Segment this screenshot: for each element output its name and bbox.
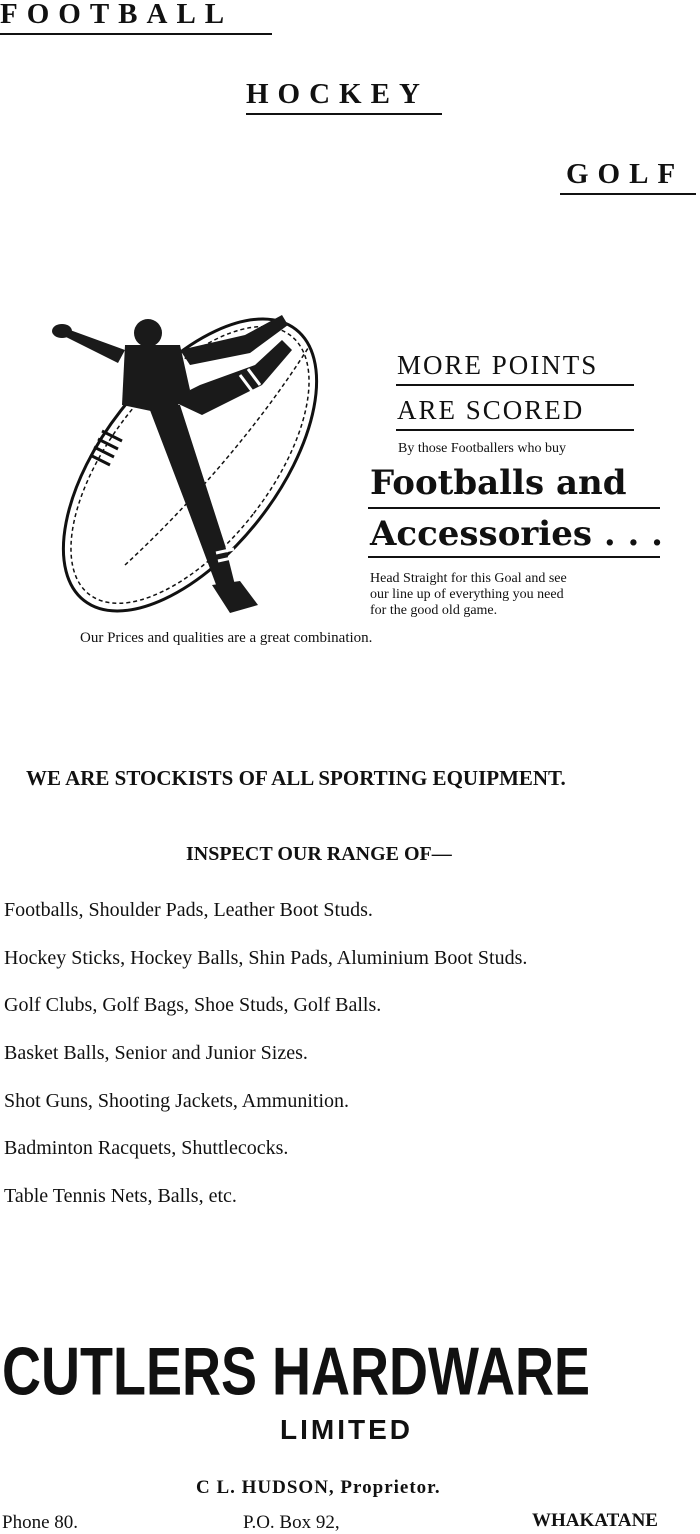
company-name: CUTLERS HARDWARE <box>2 1334 590 1410</box>
range-item-badminton: Badminton Racquets, Shuttlecocks. <box>4 1137 289 1159</box>
heading-golf-underline <box>560 193 696 195</box>
range-item-shooting: Shot Guns, Shooting Jackets, Ammunition. <box>4 1090 350 1112</box>
town-name: WHAKATANE <box>532 1510 658 1531</box>
heading-football-underline <box>0 33 272 35</box>
promo-line-footballs-and: Footballs and <box>370 463 627 503</box>
promo-rule-4 <box>368 556 660 558</box>
promo-body-2: our line up of everything you need <box>370 587 564 602</box>
heading-hockey: HOCKEY <box>246 78 429 110</box>
promo-rule-1 <box>396 384 634 386</box>
company-limited: LIMITED <box>280 1414 413 1445</box>
footballer-kicking-rugby-ball-icon <box>30 305 350 625</box>
stockists-statement: WE ARE STOCKISTS OF ALL SPORTING EQUIPMENT. <box>26 766 566 790</box>
promo-line-footballers: By those Footballers who buy <box>398 441 566 456</box>
inspect-range-heading: INSPECT OUR RANGE OF— <box>186 843 452 865</box>
range-item-golf: Golf Clubs, Golf Bags, Shoe Studs, Golf Balls. <box>4 994 382 1016</box>
promo-caption: Our Prices and qualities are a great combination. <box>80 630 373 646</box>
po-box: P.O. Box 92, <box>243 1512 340 1533</box>
heading-football: FOOTBALL <box>0 0 234 30</box>
heading-hockey-underline <box>246 113 442 115</box>
promo-body-1: Head Straight for this Goal and see <box>370 571 567 586</box>
promo-rule-3 <box>368 507 660 509</box>
promo-line-more-points: MORE POINTS <box>397 350 599 380</box>
promo-line-are-scored: ARE SCORED <box>397 395 585 425</box>
range-item-basketballs: Basket Balls, Senior and Junior Sizes. <box>4 1042 308 1064</box>
range-item-table-tennis: Table Tennis Nets, Balls, etc. <box>4 1185 237 1207</box>
proprietor-line: C L. HUDSON, Proprietor. <box>196 1477 441 1498</box>
promo-line-accessories: Accessories . . . <box>370 514 664 554</box>
promo-rule-2 <box>396 429 634 431</box>
heading-golf: GOLF <box>566 158 685 190</box>
range-item-hockey: Hockey Sticks, Hockey Balls, Shin Pads, Aluminium Boot Studs. <box>4 947 528 969</box>
phone-number: Phone 80. <box>2 1512 78 1533</box>
range-item-footballs: Footballs, Shoulder Pads, Leather Boot Studs. <box>4 899 373 921</box>
promo-body-3: for the good old game. <box>370 603 498 618</box>
